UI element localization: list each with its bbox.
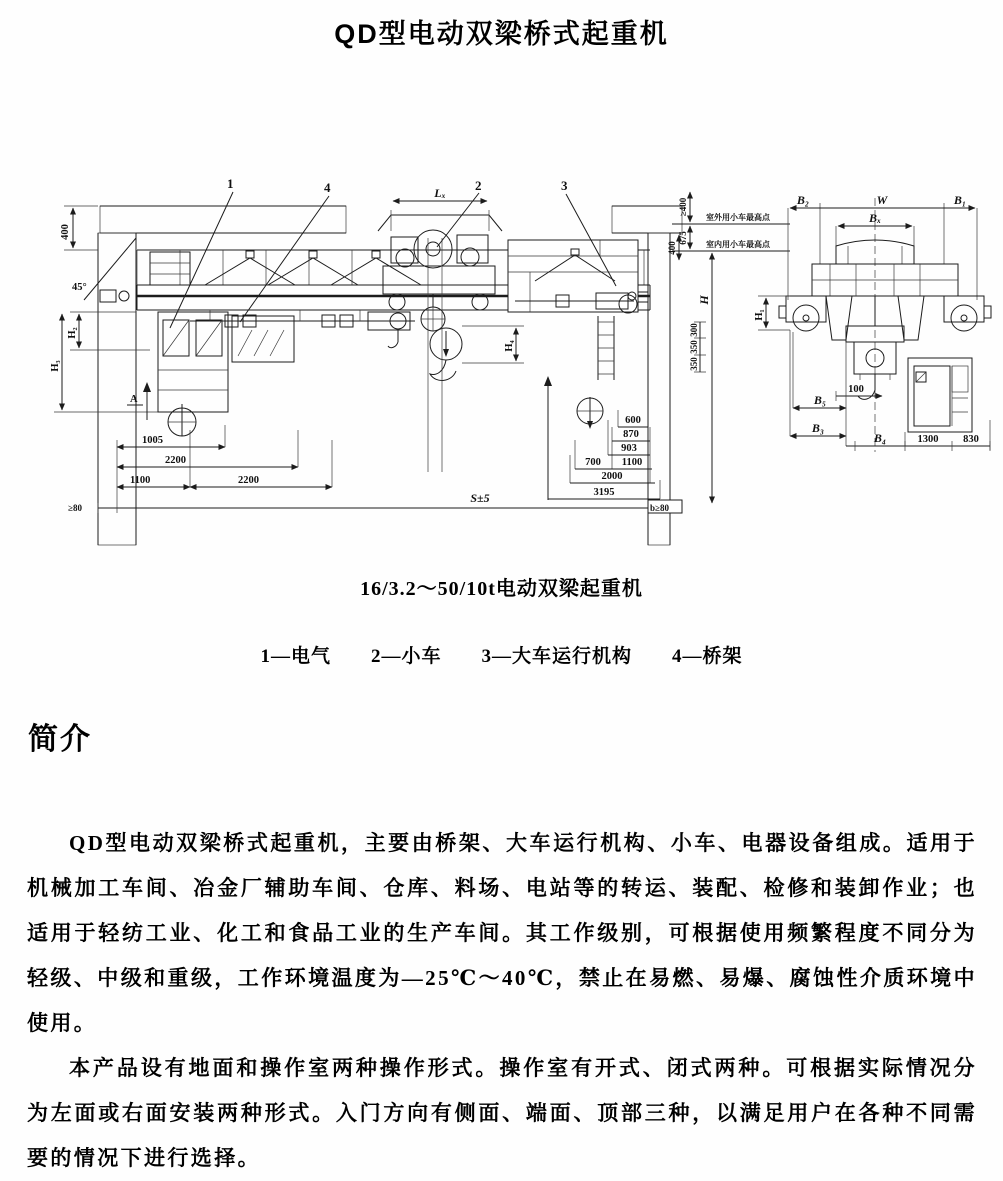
dim-400-left: 400 [60, 224, 71, 240]
dim-angle-45: 45° [72, 282, 87, 293]
dim-1300: 1300 [917, 434, 939, 445]
dim-675: 675 [678, 231, 688, 245]
dim-ge400: ≥400 [678, 197, 688, 217]
note-indoor-trolley: 室内用小车最高点 [706, 240, 770, 249]
marker-a: A [130, 394, 138, 405]
figure-legend: 1—电气 2—小车 3—大车运行机构 4—桥架 [260, 646, 743, 667]
dim-b5: B₅ [813, 393, 827, 407]
dim-2200-b: 2200 [238, 475, 259, 486]
dim-1100-left: 1100 [130, 475, 151, 486]
dim-h4: H₄ [504, 340, 515, 352]
trolley [378, 186, 502, 380]
dim-span: S±5 [470, 491, 490, 505]
right-dimensions [667, 192, 790, 503]
page-title: QD型电动双梁桥式起重机 [334, 19, 669, 49]
dim-h1: H₁ [754, 309, 765, 321]
dim-b2: B₂ [796, 193, 810, 207]
dim-lx: Lₓ [434, 186, 446, 200]
dim-350-a: 350 [689, 340, 699, 354]
hook-dimensions [462, 326, 552, 500]
dim-400-right: 400 [667, 241, 677, 255]
callout-4: 4 [324, 180, 331, 195]
dim-b1: B₁ [953, 193, 967, 207]
end-view [754, 193, 991, 452]
dim-b-ge80: b≥80 [650, 503, 669, 513]
dim-2000: 2000 [601, 471, 623, 482]
operator-cab [158, 312, 294, 436]
note-outdoor-trolley: 室外用小车最高点 [706, 213, 770, 222]
crane-technical-drawing [0, 160, 1003, 555]
intro-paragraph-2: 本产品设有地面和操作室两种操作形式。操作室有开式、闭式两种。可根据实际情况分为左面或右面安装两种形式。入门方向有侧面、端面、顶部三种，以满足用户在各种不同需要的情况下进行选择。 [27, 1056, 977, 1170]
dim-b3: B₃ [811, 421, 825, 435]
left-building [84, 206, 346, 545]
dim-3195: 3195 [593, 487, 615, 498]
dim-ge80-left: ≥80 [68, 503, 82, 513]
dim-1100-right: 1100 [621, 457, 643, 468]
dim-2200-a: 2200 [165, 455, 186, 466]
dim-903: 903 [621, 443, 637, 454]
intro-paragraph-1: QD型电动双梁桥式起重机，主要由桥架、大车运行机构、小车、电器设备组成。适用于机械加工车间、冶金厂辅助车间、仓库、料场、电站等的转运、装配、检修和装卸作业；也适用于轻纺工业、化工和食品工业的生产车间。其工作级别，可根据使用频繁程度不同分为轻级、中级和重级，工作环境温度为—25℃～40℃，禁止在易燃、易爆、腐蚀性介质环境中使用。 [27, 831, 977, 1035]
callout-1: 1 [227, 176, 234, 191]
dim-600: 600 [625, 415, 641, 426]
travel-mechanism [508, 240, 638, 429]
dim-830: 830 [963, 434, 979, 445]
dim-w: W [876, 193, 888, 207]
dim-1005: 1005 [142, 435, 163, 446]
dim-h3: H₃ [50, 360, 61, 372]
left-dimensions [50, 206, 158, 412]
callout-3: 3 [561, 178, 568, 193]
dim-bx: Bₓ [868, 211, 882, 225]
figure-caption: 16/3.2～50/10t电动双梁起重机 [360, 578, 643, 600]
dim-300: 300 [689, 323, 699, 337]
dim-870: 870 [623, 429, 639, 440]
section-heading-intro: 简介 [28, 723, 92, 756]
right-dimension-chain [548, 410, 660, 499]
dim-b4: B₄ [873, 431, 887, 445]
dim-350-b: 350 [689, 357, 699, 371]
dim-h: H [697, 295, 711, 305]
callout-2: 2 [475, 178, 482, 193]
dim-h2: H₂ [67, 327, 78, 339]
dim-700: 700 [585, 457, 601, 468]
dim-100: 100 [848, 384, 864, 395]
